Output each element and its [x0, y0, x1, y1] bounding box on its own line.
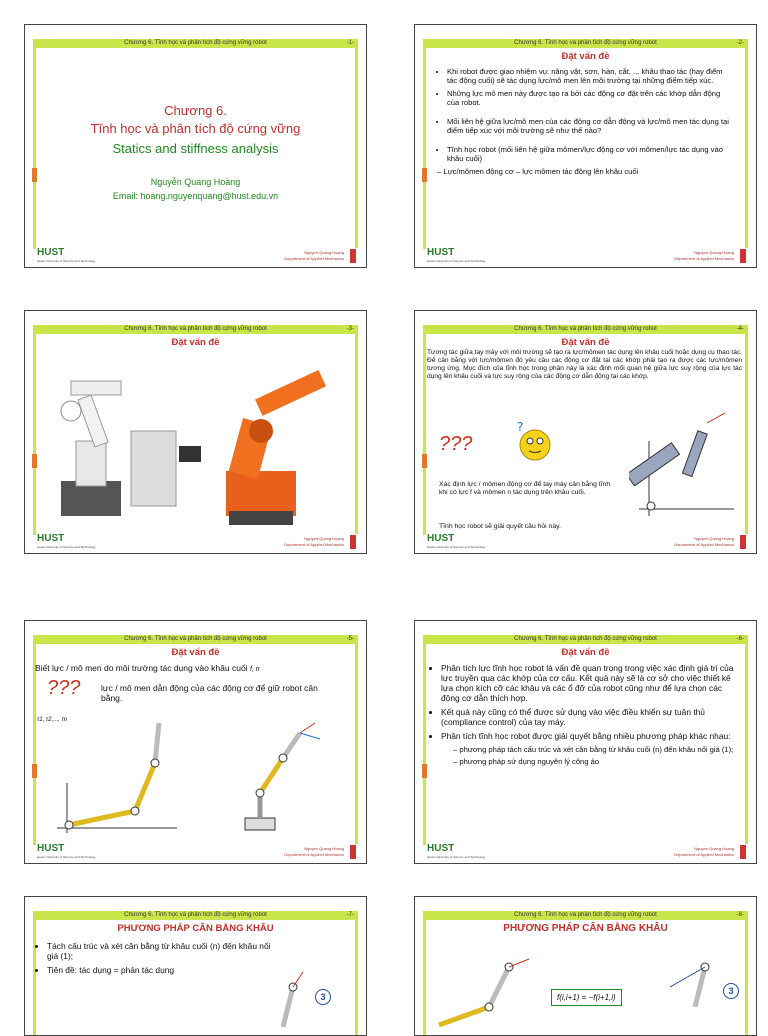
flag-icon — [740, 535, 746, 549]
flag-icon — [740, 845, 746, 859]
left-bar — [33, 48, 36, 249]
spatial-robot-diagram — [215, 713, 345, 843]
slide-8: Chương 6. Tĩnh học và phân tích độ cứng vững robot -8- PHƯƠNG PHÁP CÂN BẰNG KHÂU f(i,i+1) = −f(i+1,i) 3 — [414, 896, 757, 1036]
title-en: Statics and stiffness analysis — [112, 141, 279, 156]
step-number-badge: 3 — [315, 989, 331, 1005]
chapter-label: Chương 6. — [164, 103, 227, 118]
flag-icon — [740, 249, 746, 263]
slide-title: Đặt vấn đề — [561, 337, 610, 348]
right-bar — [355, 48, 358, 248]
slide-header: Chương 6. Tĩnh học và phân tích độ cứng vững robot -1- — [33, 39, 358, 48]
thinking-face-icon — [511, 419, 555, 463]
author-email: Email: hoang.nguyenquang@hust.edu.vn — [112, 191, 279, 201]
slide-6: Chương 6. Tĩnh học và phân tích độ cứng vững robot -6- Đặt vấn đề • Phân tích lực tĩnh học robot là vấn đề quan trọng trong việc xác định giá trị của lực truyền qua các khớp của cơ cấu. Kết quả này sẽ là cơ sở cho việc thiết kế lựa chọn kích cỡ các khâu và các ổ đỡ của robot cũng như để lựa chọn các động cơ dẫn thích hợp. • Kết quả này cũng có thể được sử dụng vào việc điều khiển sự tuân thủ (compliance control) của tay máy. • Phân tích tĩnh học robot được giải quyết bằng nhiều phương pháp khác nhau: – phương pháp tách cấu trúc và xét cân bằng từ khâu cuối (n) đến khâu nối giá (1); – phương pháp sử dụng nguyên lý công ảo HUST Hanoi University of Science and Technology Nguyen Quang Hoang Department of Applied Mechanics — [414, 620, 757, 864]
svg-text:?: ? — [517, 420, 524, 434]
flag-icon — [350, 535, 356, 549]
robot-photos — [31, 351, 361, 541]
hust-logo: HUST — [37, 247, 65, 258]
link-balance-diagram — [429, 937, 549, 1027]
author-name: Nguyễn Quang Hoàng — [150, 177, 241, 187]
slide-2: Chương 6. Tĩnh học và phân tích độ cứng vững robot -2- Đặt vấn đề • Khi robot được giao nhiệm vụ: nâng vật, sơn, hàn, cắt, ... khâu thao tác (hay điểm tác động cuối) sẽ tác dụng lực/mô men lên môi trường tại những điểm tiếp xúc. • Những lực mô men này được tạo ra bởi các động cơ đặt trên các khớp dẫn động của robot. • Mối liên hệ giữa lực/mô men của các động cơ dẫn động và lực/mô men tác dụng tại điểm tiếp xúc với môi trường sẽ như thế nào? • Tĩnh học robot (mối liên hệ giữa mômen/lực động cơ với mômen/lực tác dụng vào khâu cuối) – Lực/mômen động cơ – lực mômen tác động lên khâu cuối HUST Hanoi University of Science and Technology Nguyen Quang Hoang Department of Applied Mechanics — [414, 24, 757, 268]
flag-icon — [350, 249, 356, 263]
slide-5: Chương 6. Tĩnh học và phân tích độ cứng vững robot -5- Đặt vấn đề Biết lực / mô men do môi trường tác dụng vào khâu cuối f, n ??? lực / mô men dẫn động của các động cơ để giữ robot cân bằng. τ1, τ2,..., τn HUST Hanoi University of Science and Technology Nguyen Quang Hoang Department of Applied Mechanics — [24, 620, 367, 864]
planar-robot-diagram — [47, 713, 197, 843]
controller-cabinet-image — [131, 431, 201, 506]
robot-arm-diagram — [629, 411, 739, 521]
orange-robot-image — [226, 370, 326, 525]
slide-header: Chương 6. Tĩnh học và phân tích độ cứng vững robot -2- — [423, 39, 748, 48]
question-marks: ??? — [47, 677, 81, 699]
slide-title: PHƯƠNG PHÁP CÂN BẰNG KHÂU — [503, 923, 668, 934]
link-diagram — [263, 967, 343, 1027]
title-vi: Tĩnh học và phân tích độ cứng vững — [90, 121, 301, 136]
slide-1: Chương 6. Tĩnh học và phân tích độ cứng vững robot -1- Chương 6. Tĩnh học và phân tích độ cứng vững Statics and stiffness analysis Nguyễn Quang Hoàng Email: hoang.nguyenquang@hust.edu.vn HUST Hanoi University of Science and Technology Nguyen Quang Hoang Department of Applied Mechanics — [24, 24, 367, 268]
slide-title: PHƯƠNG PHÁP CÂN BẰNG KHÂU — [117, 923, 274, 934]
slide-title: Đặt vấn đề — [561, 51, 610, 62]
link-diagram-right — [645, 937, 735, 1007]
slide-4: Chương 6. Tĩnh học và phân tích độ cứng vững robot -4- Đặt vấn đề Tương tác giữa tay máy với môi trường sẽ tạo ra lực/mômen tác dụng lên khâu cuối hoặc dụng cụ thao tác. Để cân bằng với lực/mômen đó yêu cầu các động cơ đặt tại các khớp phải tạo ra được các lực/mômen tương ứng. Mục đích của tĩnh học trong phần này là xác định mối quan hệ giữa lực suy rộng của lực tác dụng lên khâu cuối và lực suy rộng của các động cơ dẫn động tại các khớp. ??? ? Xác định lực / mômen động cơ để tay máy cân bằng tĩnh khi có lực f và mômen n tác dụng trên khâu cuối. Tĩnh học robot sẽ giải quyết câu hỏi này. HUST Hanoi University of Science and Technology Nguyen Quang Hoang Department of Applied Mechanics — [414, 310, 757, 554]
slide-7: Chương 6. Tĩnh học và phân tích độ cứng vững robot -7- PHƯƠNG PHÁP CÂN BẰNG KHÂU • Tách cấu trúc và xét cân bằng từ khâu cuối (n) đến khâu nối giá (1); • Tiên đề: tác dụng = phản tác dụng 3 — [24, 896, 367, 1036]
step-number-badge: 3 — [723, 983, 739, 999]
flag-icon — [350, 845, 356, 859]
equation-box: f(i,i+1) = −f(i+1,i) — [551, 989, 622, 1006]
slide-3: Chương 6. Tĩnh học và phân tích độ cứng vững robot -3- Đặt vấn đề HUST Hanoi University of Science and Technology Nguyen Quang Hoang Department of Applied Mechanics — [24, 310, 367, 554]
slide-body: • Khi robot được giao nhiệm vụ: nâng vật, sơn, hàn, cắt, ... khâu thao tác (hay điểm tác động cuối) sẽ tác dụng lực/mô men lên môi trường tại những điểm tiếp xúc. • Những lực mô men này được tạo ra bởi các động cơ đặt trên các khớp dẫn động của robot. • Mối liên hệ giữa lực/mô men của các động cơ dẫn động và lực/mô men tác dụng tại điểm tiếp xúc với môi trường sẽ như thế nào? • Tĩnh học robot (mối liên hệ giữa mômen/lực động cơ với mômen/lực tác dụng vào khâu cuối) – Lực/mômen động cơ – lực mômen tác động lên khâu cuối — [437, 67, 734, 176]
slide-title: Đặt vấn đề — [171, 647, 220, 658]
slide-title: Đặt vấn đề — [171, 337, 220, 348]
white-robot-image — [61, 381, 121, 516]
question-marks: ??? — [439, 433, 473, 455]
slide-title: Đặt vấn đề — [561, 647, 610, 658]
